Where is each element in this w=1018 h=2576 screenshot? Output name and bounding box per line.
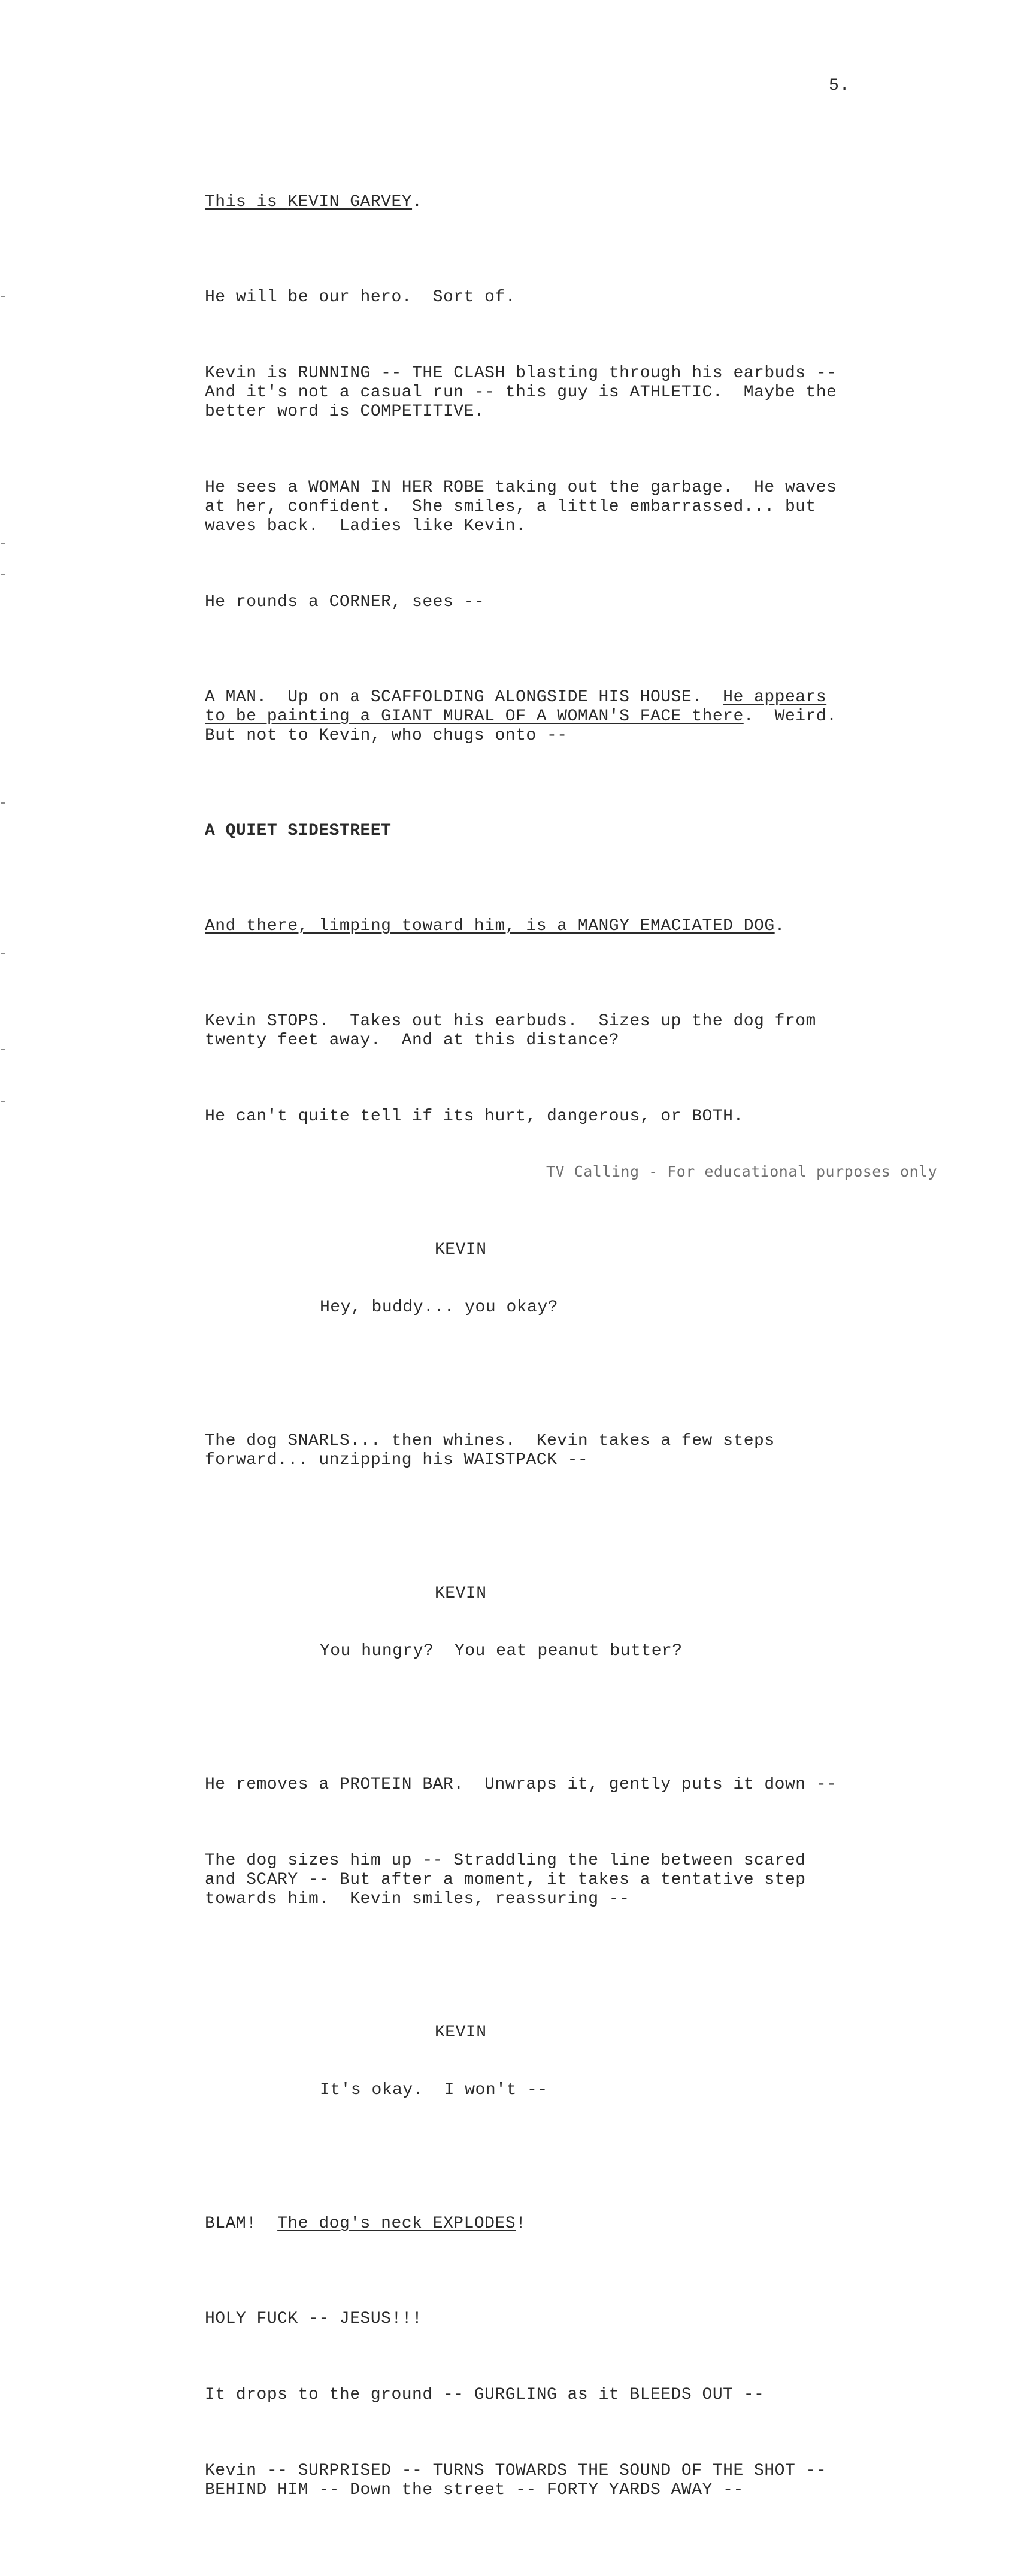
action-paragraph: He will be our hero. Sort of. bbox=[205, 288, 516, 307]
dialogue-block bbox=[205, 1985, 881, 2138]
action-paragraph: Kevin is RUNNING -- THE CLASH blasting through his earbuds -- And it's not a casual run -- this guy is ATHLETIC. Maybe the better word is COMPETITIVE. bbox=[205, 364, 837, 421]
scan-mark bbox=[1, 953, 5, 954]
dialogue-line: You hungry? You eat peanut butter? bbox=[320, 1642, 683, 1660]
character-name: KEVIN bbox=[435, 2023, 487, 2042]
action-paragraph: He removes a PROTEIN BAR. Unwraps it, gently puts it down -- bbox=[205, 1775, 837, 1794]
character-name: KEVIN bbox=[435, 1241, 487, 1259]
character-name: KEVIN bbox=[435, 1584, 487, 1603]
action-text: . bbox=[774, 917, 785, 935]
action-paragraph: The dog SNARLS... then whines. Kevin takes a few steps forward... unzipping his WAISTPACK -- bbox=[205, 1432, 775, 1469]
margin-scan-marks bbox=[0, 0, 6, 1317]
scan-mark bbox=[1, 802, 5, 804]
scene-heading: A QUIET SIDESTREET bbox=[205, 822, 392, 840]
action-paragraph: Kevin -- SURPRISED -- TURNS TOWARDS THE SOUND OF THE SHOT -- BEHIND HIM -- Down the street -- FORTY YARDS AWAY -- bbox=[205, 2462, 827, 2499]
action-text: . Weird. But not to Kevin, who chugs onto -- bbox=[205, 707, 837, 745]
scan-mark bbox=[1, 1101, 5, 1102]
action-text: ! bbox=[516, 2214, 526, 2233]
intro-suffix: . bbox=[412, 193, 423, 211]
dialogue-block bbox=[205, 1546, 881, 1699]
underlined-text: And there, limping toward him, is a MANGY EMACIATED DOG bbox=[205, 917, 775, 935]
action-text: BLAM! bbox=[205, 2214, 278, 2233]
action-paragraph: Kevin STOPS. Takes out his earbuds. Sizes up the dog from twenty feet away. And at this distance? bbox=[205, 1012, 816, 1050]
action-paragraph: It drops to the ground -- GURGLING as it BLEEDS OUT -- bbox=[205, 2386, 765, 2404]
action-paragraph bbox=[205, 2214, 881, 2233]
scan-mark bbox=[1, 296, 5, 297]
character-intro-name: KEVIN GARVEY bbox=[287, 193, 413, 211]
underlined-text: He appears bbox=[723, 688, 827, 707]
underlined-text: The dog's neck EXPLODES bbox=[277, 2214, 516, 2233]
page-number: 5. bbox=[829, 77, 850, 95]
scan-mark bbox=[1, 574, 5, 575]
dialogue-block bbox=[205, 1202, 881, 1356]
action-paragraph bbox=[205, 688, 881, 745]
action-paragraph: He can't quite tell if its hurt, dangerous, or BOTH. bbox=[205, 1107, 744, 1126]
watermark-footer: TV Calling - For educational purposes only bbox=[546, 1163, 938, 1180]
action-paragraph: The dog sizes him up -- Straddling the line between scared and SCARY -- But after a moment, it takes a tentative step towards him. Kevin smiles, reassuring -- bbox=[205, 1851, 806, 1908]
screenplay-body bbox=[205, 135, 881, 2576]
action-text: A MAN. Up on a SCAFFOLDING ALONGSIDE HIS HOUSE. bbox=[205, 688, 723, 707]
scan-mark bbox=[1, 543, 5, 544]
action-paragraph: He sees a WOMAN IN HER ROBE taking out the garbage. He waves at her, confident. She smiles, a little embarrassed... but waves back. Ladies like Kevin. bbox=[205, 478, 837, 535]
dialogue-line: Hey, buddy... you okay? bbox=[320, 1298, 558, 1317]
underlined-text: to be painting a GIANT MURAL OF A WOMAN'S FACE there bbox=[205, 707, 744, 726]
action-intro bbox=[205, 193, 881, 212]
dialogue-line: It's okay. I won't -- bbox=[320, 2081, 548, 2099]
action-paragraph: He rounds a CORNER, sees -- bbox=[205, 593, 485, 611]
scan-mark bbox=[1, 1049, 5, 1050]
action-paragraph: HOLY FUCK -- JESUS!!! bbox=[205, 2310, 423, 2328]
action-paragraph bbox=[205, 917, 881, 936]
intro-prefix: This is bbox=[205, 193, 288, 211]
